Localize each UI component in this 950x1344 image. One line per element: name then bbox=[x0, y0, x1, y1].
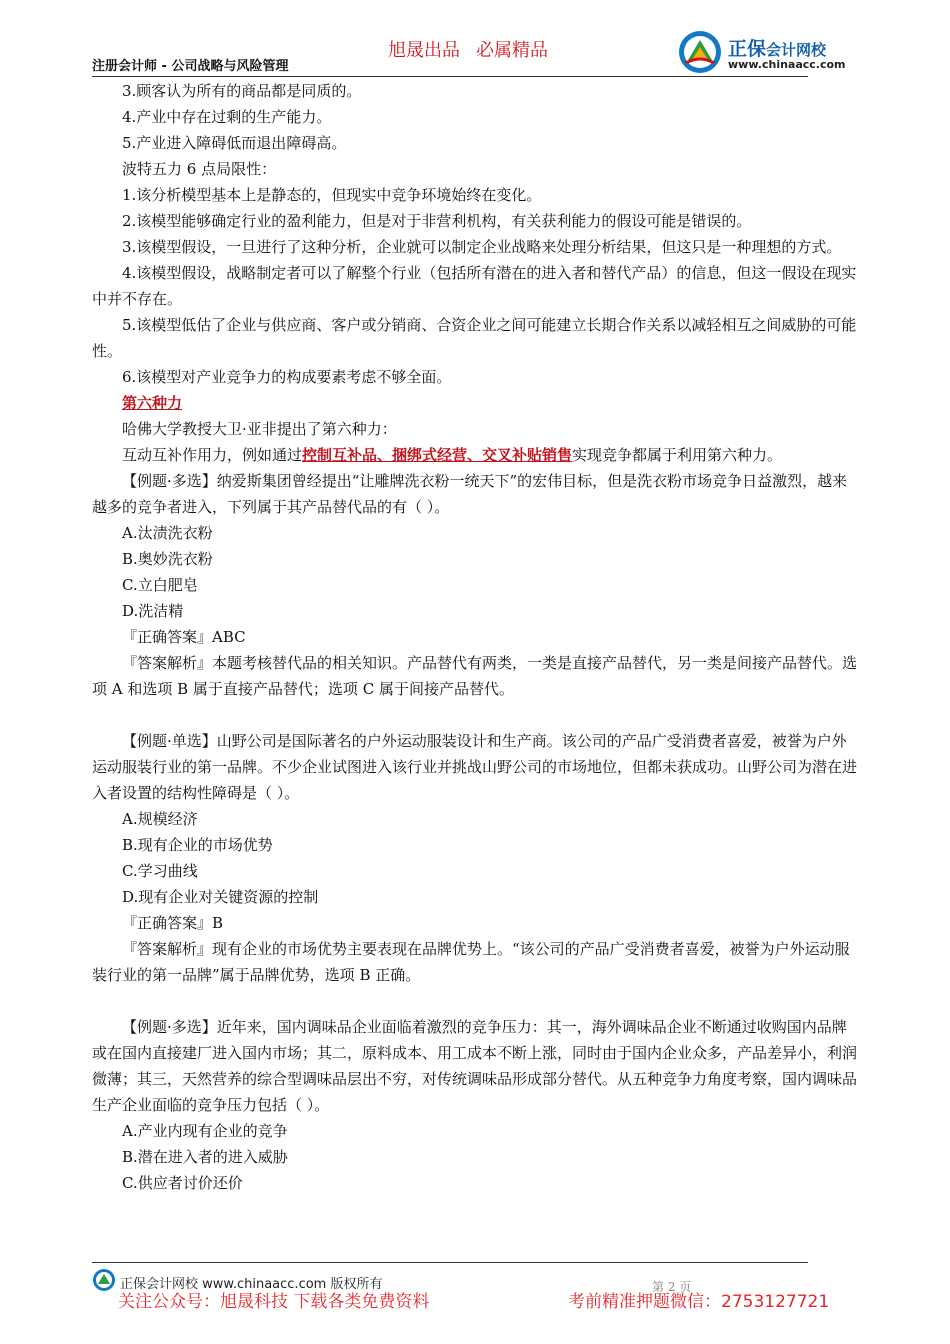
promo-slogan bbox=[388, 36, 548, 62]
document-body bbox=[92, 78, 858, 1196]
paragraph: 3.顾客认为所有的商品都是同质的。 bbox=[122, 82, 362, 100]
correct-answer: 『正确答案』ABC bbox=[122, 628, 246, 646]
option-item: C.立白肥皂 bbox=[122, 576, 198, 594]
option-item: B.潜在进入者的进入威胁 bbox=[122, 1148, 288, 1166]
brand-logo bbox=[678, 28, 868, 78]
option-item: D.现有企业对关键资源的控制 bbox=[122, 888, 319, 906]
course-title: 注册会计师 - 公司战略与风险管理 bbox=[92, 59, 289, 74]
logo-emblem-icon bbox=[678, 30, 722, 74]
paragraph: 5.产业进入障碍低而退出障碍高。 bbox=[122, 134, 347, 152]
section-title: 第六种力 bbox=[122, 394, 183, 412]
question-stem: 【例题·多选】近年来，国内调味品企业面临着激烈的竞争压力：其一，海外调味品企业不断通过收购国内品牌或在国内直接建厂进入国内市场；其二，原料成本、用工成本不断上涨，同时由于国内企业众多，产品差异小，利润微薄；其三，天然营养的综合型调味品层出不穷，对传统调味品形成部分替代。从五种竞争力角度考察，国内调味品生产企业面临的竞争压力包括（ ）。 bbox=[92, 1018, 858, 1114]
footer-brand: 正保会计网校 www.chinaacc.com 版权所有 bbox=[120, 1277, 383, 1292]
option-item: A.产业内现有企业的竞争 bbox=[122, 1122, 288, 1140]
paragraph: 4.该模型假设，战略制定者可以了解整个行业（包括所有潜在的进入者和替代产品）的信息，但这一假设在现实中并不存在。 bbox=[92, 264, 857, 308]
paragraph: 哈佛大学教授大卫·亚非提出了第六种力： bbox=[122, 420, 397, 438]
option-item: D.洗洁精 bbox=[122, 602, 184, 620]
footer-divider bbox=[92, 1262, 808, 1263]
option-item: C.学习曲线 bbox=[122, 862, 198, 880]
footer-ad bbox=[118, 1287, 838, 1311]
paragraph: 波特五力 6 点局限性： bbox=[122, 160, 277, 178]
promo-right: 必属精品 bbox=[476, 40, 548, 61]
logo-url: www.chinaacc.com bbox=[728, 58, 846, 71]
option-item: B.现有企业的市场优势 bbox=[122, 836, 273, 854]
paragraph: 3.该模型假设，一旦进行了这种分析，企业就可以制定企业战略来处理分析结果，但这只是一种理想的方式。 bbox=[122, 238, 842, 256]
answer-analysis: 『答案解析』本题考核替代品的相关知识。产品替代有两类，一类是直接产品替代，另一类是间接产品替代。选项 A 和选项 B 属于直接产品替代；选项 C 属于间接产品替代。 bbox=[92, 654, 858, 698]
page-number: 第 2 页 bbox=[652, 1280, 692, 1294]
section-heading bbox=[92, 390, 858, 416]
option-item: C.供应者讨价还价 bbox=[122, 1174, 243, 1192]
header-divider bbox=[92, 76, 808, 77]
ad-right: 考前精准押题微信：2753127721 bbox=[568, 1292, 830, 1312]
question-stem: 【例题·多选】纳爱斯集团曾经提出“让雕牌洗衣粉一统天下”的宏伟目标，但是洗衣粉市场竞争日益激烈，越来越多的竞争者进入，下列属于其产品替代品的有（ ）。 bbox=[92, 472, 848, 516]
page-header bbox=[0, 0, 950, 78]
paragraph: 4.产业中存在过剩的生产能力。 bbox=[122, 108, 332, 126]
promo-left: 旭晟出品 bbox=[388, 40, 460, 61]
correct-answer: 『正确答案』B bbox=[122, 914, 224, 932]
paragraph: 6.该模型对产业竞争力的构成要素考虑不够全面。 bbox=[122, 368, 452, 386]
paragraph: 1.该分析模型基本上是静态的，但现实中竞争环境始终在变化。 bbox=[122, 186, 542, 204]
paragraph: 2.该模型能够确定行业的盈利能力，但是对于非营利机构，有关获利能力的假设可能是错误的。 bbox=[122, 212, 752, 230]
paragraph: 5.该模型低估了企业与供应商、客户或分销商、合资企业之间可能建立长期合作关系以减轻相互之间威胁的可能性。 bbox=[92, 316, 857, 360]
ad-left: 关注公众号：旭晟科技 下载各类免费资料 bbox=[118, 1292, 430, 1312]
footer-logo-icon bbox=[92, 1268, 116, 1292]
highlighted-keywords: 控制互补品、捆绑式经营、交叉补贴销售 bbox=[302, 446, 573, 464]
question-stem: 【例题·单选】山野公司是国际著名的户外运动服装设计和生产商。该公司的产品广受消费者喜爱，被誉为户外运动服装行业的第一品牌。不少企业试图进入该行业并挑战山野公司的市场地位，但都未获成功。山野公司为潜在进入者设置的结构性障碍是（ ）。 bbox=[92, 732, 858, 802]
logo-name: 正保会计网校 bbox=[728, 38, 827, 60]
paragraph-keywords: 互动互补作用力，例如通过控制互补品、捆绑式经营、交叉补贴销售实现竞争都属于利用第六种力。 bbox=[122, 446, 783, 464]
option-item: B.奥妙洗衣粉 bbox=[122, 550, 213, 568]
option-item: A.汰渍洗衣粉 bbox=[122, 524, 213, 542]
answer-analysis: 『答案解析』现有企业的市场优势主要表现在品牌优势上。“该公司的产品广受消费者喜爱，被誉为户外运动服装行业的第一品牌”属于品牌优势，选项 B 正确。 bbox=[92, 940, 850, 984]
option-item: A.规模经济 bbox=[122, 810, 198, 828]
